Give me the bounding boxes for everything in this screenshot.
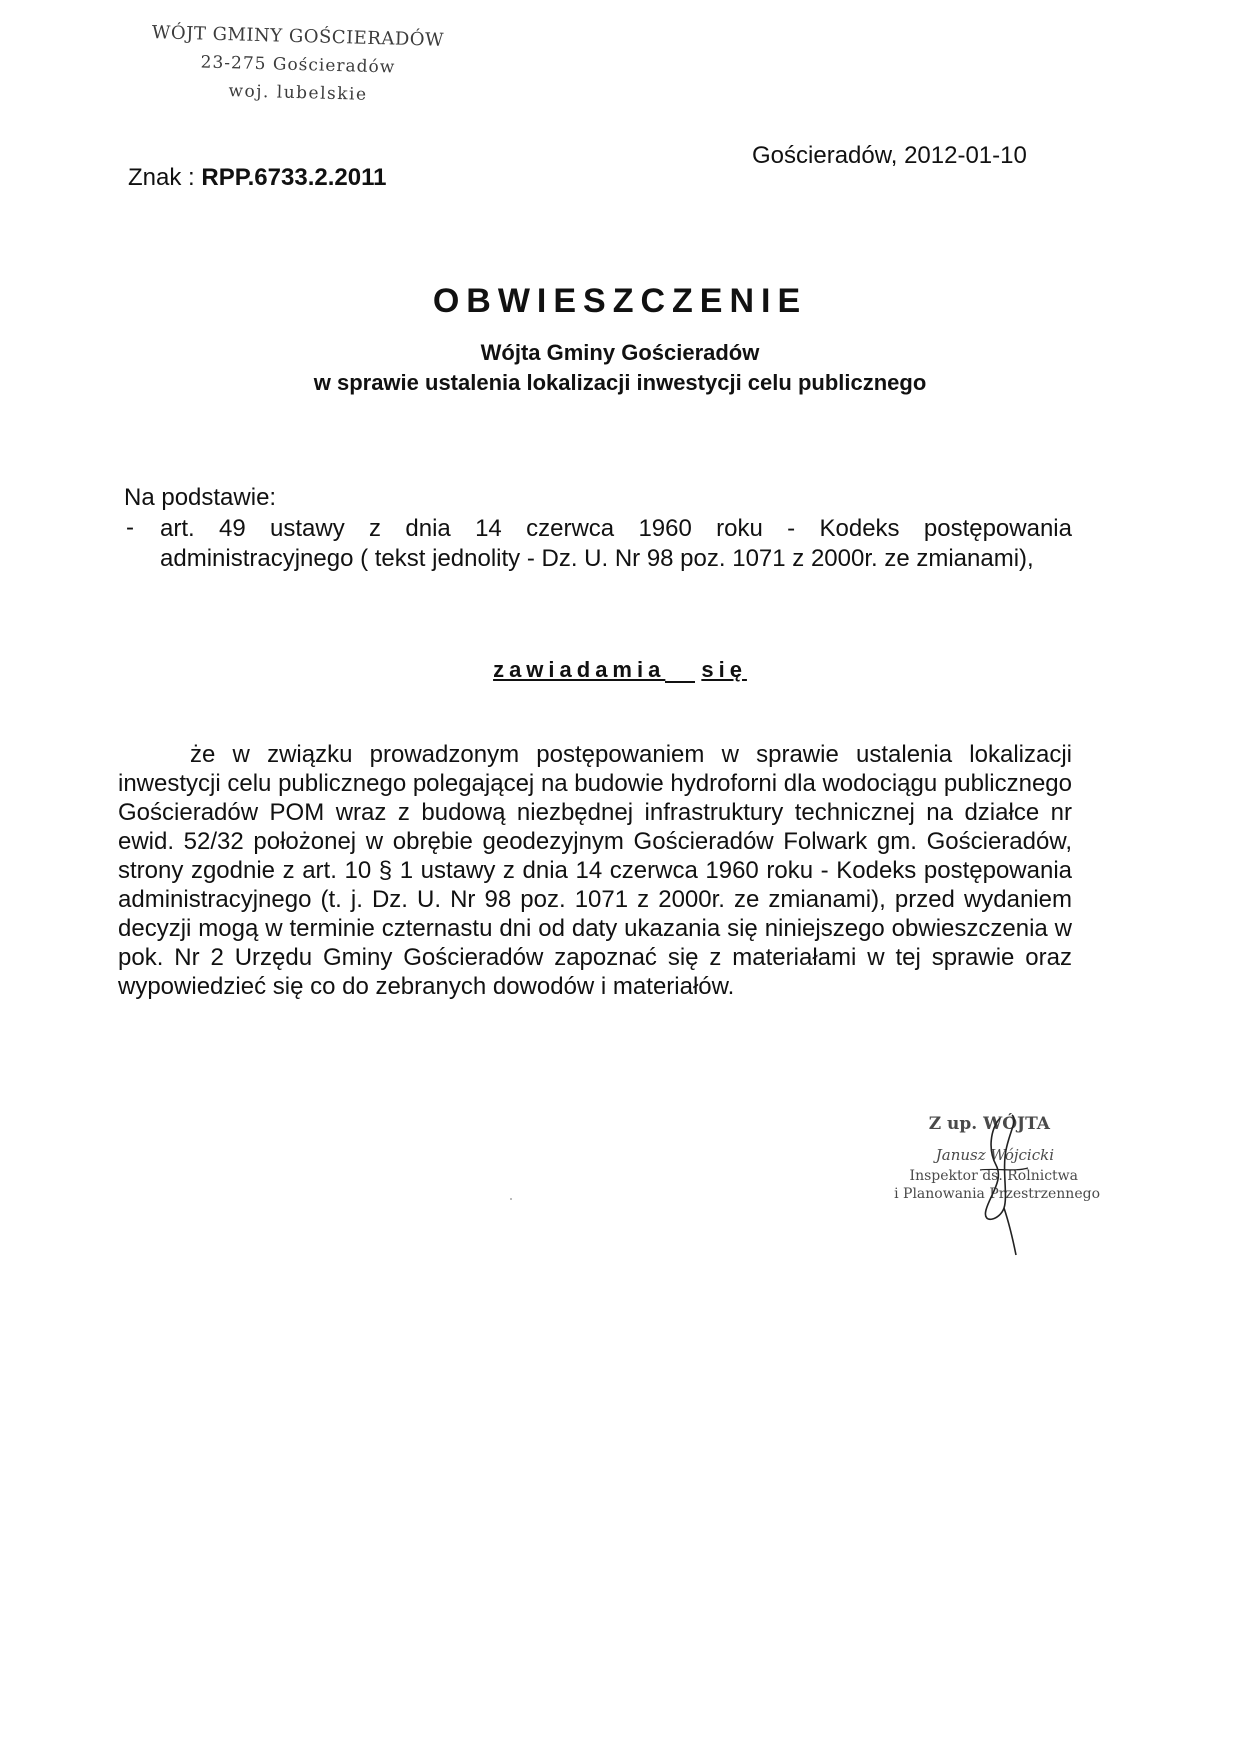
office-stamp-line3: woj. lubelskie [228, 81, 368, 105]
office-stamp [148, 22, 448, 105]
notice-body: że w związku prowadzonym postępowaniem w sprawie ustalenia lokalizacji inwestycji celu publicznego polegającej na budowie hydroforni dla wodociągu publicznego Gościeradów POM wraz z budową niezbędnej infrastruktury technicznej na działce nr ewid. 52/32 położonej w obrębie geodezyjnym Gościeradów Folwark gm. Gościeradów, strony zgodnie z art. 10 § 1 ustawy z dnia 14 czerwca 1960 roku - Kodeks postępowania administracyjnego (t. j. Dz. U. Nr 98 poz. 1071 z 2000r. ze zmianami), przed wydaniem decyzji mogą w terminie czternastu dni od daty ukazania się niniejszego obwieszczenia w pok. Nr 2 Urzędu Gminy Gościeradów zapoznać się z materiałami w tej sprawie oraz wypowiedzieć się co do zebranych dowodów i materiałów. [118, 741, 1072, 1000]
notice-underline-gap [665, 659, 695, 683]
signature-stamp-line4: i Planowania Przestrzennego [894, 1186, 1100, 1202]
scan-speck [510, 1198, 512, 1200]
document-subtitle-issuer: Wójta Gminy Gościeradów [480, 340, 760, 365]
document-subtitle-subject: w sprawie ustalenia lokalizacji inwestycji celu publicznego [313, 370, 927, 395]
office-stamp-line2: 23-275 Gościeradów [200, 52, 396, 78]
reference-label: Znak : [128, 164, 195, 191]
reference-value: RPP.6733.2.2011 [201, 164, 387, 191]
place-date: Gościeradów, 2012-01-10 [752, 142, 1027, 169]
signature-stamp-line1: Z up. WÓJTA [928, 1114, 1050, 1134]
reference-number [128, 164, 386, 192]
document-title: OBWIESZCZENIE [432, 282, 808, 320]
legal-basis-bullet: - [126, 514, 134, 541]
legal-basis-label: Na podstawie: [124, 484, 277, 511]
handwritten-signature [960, 1110, 1040, 1260]
office-stamp-line1: WÓJT GMINY GOŚCIERADÓW [151, 22, 445, 51]
signature-stamp-line2: Janusz Wójcicki [935, 1146, 1054, 1164]
notice-word-sie: się [701, 657, 747, 682]
notice-word-zawiadamia: zawiadamia [493, 657, 666, 682]
signature-stamp-line3: Inspektor ds. Rolnictwa [909, 1168, 1078, 1184]
notice-heading [0, 657, 1240, 683]
legal-basis-text: art. 49 ustawy z dnia 14 czerwca 1960 roku - Kodeks postępowania administracyjnego ( tekst jednolity - Dz. U. Nr 98 poz. 1071 z 2000r. ze zmianami), [160, 515, 1072, 572]
